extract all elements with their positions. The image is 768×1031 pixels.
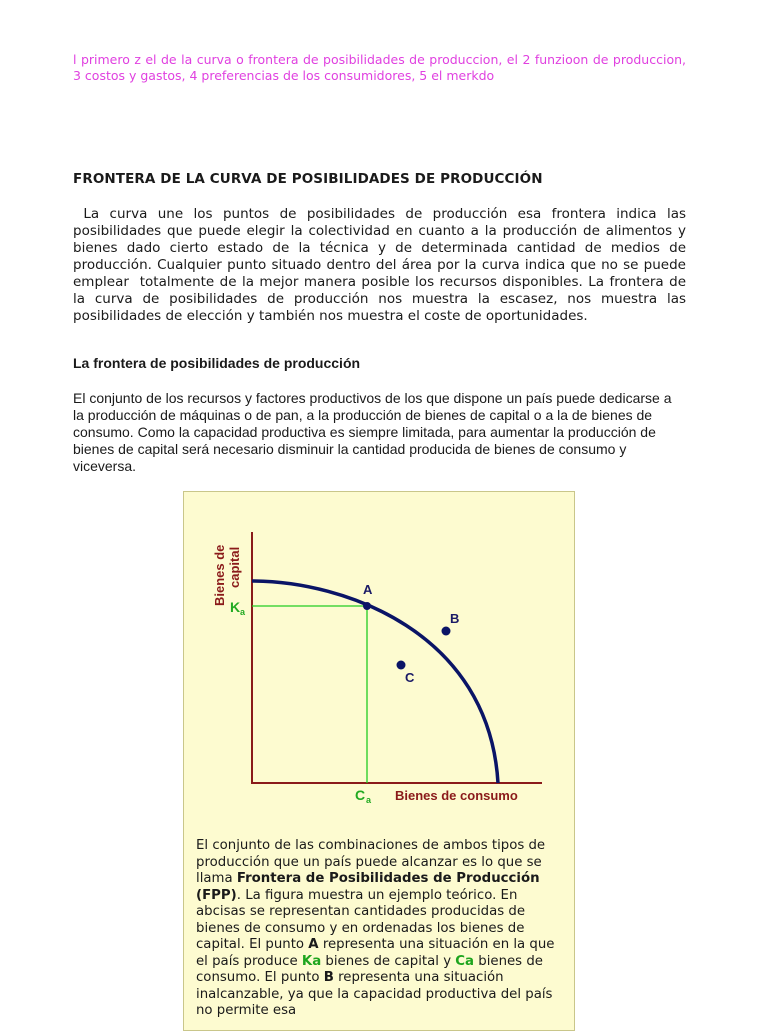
ca-label: C: [355, 787, 366, 803]
paragraph-resources: El conjunto de los recursos y factores productivos de los que dispone un país puede dedicarse a la producción de máquinas o de pan, a la producción de bienes de capital o a la de bienes de consumo. Como la capacidad productiva es siempre limitada, para aumentar la producción de bienes de capital será necesario disminuir la cantidad producida de bienes de consumo y viceversa.: [73, 390, 672, 474]
production-frontier-curve: [252, 581, 498, 783]
point-c-label: C: [405, 670, 415, 685]
caption-text-5: bienes de consumo. El punto: [196, 953, 543, 985]
section-heading-fpp: FRONTERA DE LA CURVA DE POSIBILIDADES DE PRODUCCIÓN: [73, 171, 543, 187]
caption-fpp-term: Frontera de Posibilidades de Producción (FPP): [196, 871, 540, 903]
y-axis-label-line1: Bienes de: [212, 544, 227, 606]
caption-ca: Ca: [455, 953, 475, 969]
caption-text-3: representa una situación en la que el país produce: [196, 937, 555, 969]
y-axis-label-line2: capital: [227, 546, 242, 588]
caption-text-1: El conjunto de las combinaciones de ambos tipos de producción que un país puede alcanzar es lo que se llama: [196, 838, 546, 886]
ca-subscript: a: [366, 795, 372, 805]
caption-text-4: bienes de capital y: [321, 953, 456, 969]
point-a-label: A: [363, 582, 373, 597]
caption-ka: Ka: [301, 953, 322, 969]
section-heading-frontier: La frontera de posibilidades de producción: [73, 355, 361, 371]
point-c-marker: [397, 661, 406, 670]
ka-subscript: a: [240, 607, 246, 617]
caption-point-a: A: [308, 937, 319, 952]
fpp-figure: [183, 491, 575, 1031]
point-b-label: B: [450, 611, 460, 626]
intro-note: l primero z el de la curva o frontera de posibilidades de produccion, el 2 funzioon de produccion, 3 costos y gastos, 4 preferencias de los consumidores, 5 el merkdo: [73, 52, 686, 83]
x-axis-label: Bienes de consumo: [395, 788, 518, 803]
caption-text-2: . La figura muestra un ejemplo teórico. En abcisas se representan cantidades producidas de bienes de consumo y en ordenadas los bienes de capital. El punto: [196, 887, 526, 952]
caption-point-b: B: [323, 970, 334, 985]
figure-caption: [196, 838, 556, 1020]
ka-label: K: [230, 599, 241, 615]
paragraph-curve-explanation: La curva une los puntos de posibilidades de producción esa frontera indica las posibilidades que puede elegir la colectividad en cuanto a la producción de alimentos y bienes dado cierto estado de la técnica y de determinada cantidad de medios de producción. Cualquier punto situado dentro del área por la curva indica que no se puede emplear totalmente de la mejor manera posible los recursos disponibles. La frontera de la curva de posibilidades de producción nos muestra la escasez, nos muestra las posibilidades de elección y también nos muestra el coste de oportunidades.: [73, 206, 691, 324]
point-a-marker: [363, 602, 371, 610]
caption-text-6: representa una situación inalcanzable, ya que la capacidad productiva del país no permite esa: [196, 970, 553, 1018]
fpp-diagram: [184, 492, 576, 832]
point-b-marker: [442, 627, 451, 636]
